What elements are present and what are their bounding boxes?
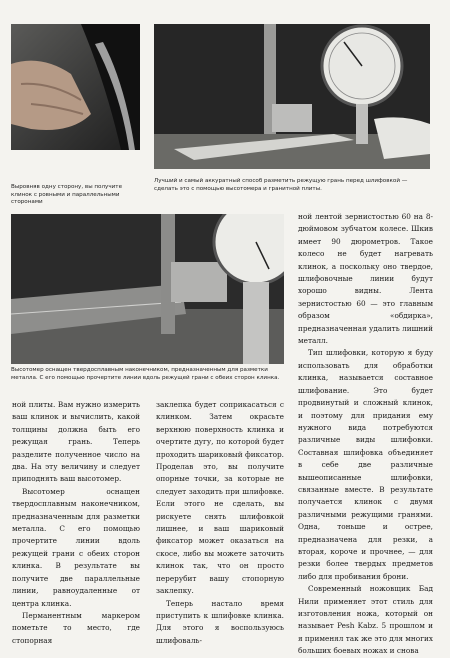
caption-top-left: Выровняв одну сторону, вы получите клинок с ровными и параллельными сторонами — [11, 184, 123, 206]
caption-top-right: Лучший и самый аккуратный способ разметить режущую грань перед шлифовкой — сделать это с помощью высотомера и гранитной плиты. — [154, 178, 408, 192]
text-column-left — [12, 399, 140, 647]
paragraph: ной плиты. Вам нужно измерить ваш клинок и вычислить, какой толщины должна быть его режущая грань. Теперь разделите полученное число на два. На эту величину и следует приподнять ваш высотомер. — [12, 400, 140, 484]
caption-middle: Высотомер оснащен твердосплавным наконечником, предназначенным для разметки металла. С его помощью прочертите линии вдоль режущей грани с обеих сторон клинка. — [11, 367, 280, 381]
paragraph: Теперь настало время приступить к шлифовке клинка. Для этого я воспользуюсь шлифоваль- — [156, 598, 284, 645]
paragraph: Современный ножовщик Бад Нили применяет этот стиль для изготовления ножа, который он называет Pesh Kabz. 5 прошлом и я применял так же это для многих больших боевых ножах и снова — [298, 584, 433, 656]
photo-blade-edge — [11, 24, 140, 150]
photo-scribing-blade — [11, 214, 284, 364]
paragraph: Тип шлифовки, которую я буду использовать для обработки клинка, называется составное шлифование. Это будет продвинутый и сложный клинок, и поэтому для придания ему нужного вида потребуются различные виды шлифовки. Составная шлифовка объединяет в себе две различные вышеописанные шлифовки, связанные вместе. В результате получается клинок с двумя различными режущими гранями. Одна, тоньше и острее, предназначена для резки, а вторая, короче и прочнее, — для резки более твердых предметов либо для пробивания брони. — [298, 348, 433, 581]
photo-height-gauge-dial — [154, 24, 430, 169]
paragraph: Высотомер оснащен твердосплавным наконечником, предназначенным для разметки металла. С его помощью прочертите линии вдоль режущей грани с обеих сторон клинка. В результате вы получите две параллельные линии, равноудаленные от центра клинка. — [12, 486, 140, 608]
paragraph: ной лентой зернистостью 60 на 8-дюймовом зубчатом колесе. Шкив имеет 90 дюрометров. Такое колесо не будет нагревать клинок, а поскольку оно твердое, шлифовочные линии будут хорошо видны. Лента зернистостью 60 — это главным образом «обдирка», предназначенная удалить лишний металл. — [298, 212, 433, 346]
paragraph: заклепка будет соприкасаться с клинком. Затем окрасьте верхнюю поверхность клинка и очертите дугу, по которой будет проходить шариковый фиксатор. Проделав это, вы получите опорные точки, за которые не следует заходить при шлифовке. Если этого не сделать, вы рискуете снять шлифовкой лишнее, и ваш шариковый фиксатор может оказаться на скосе, либо вы можете заточить клинок так, что он просто перерубит вашу стопорную заклепку. — [156, 400, 284, 596]
text-column-right — [298, 211, 433, 658]
text-column-middle — [156, 399, 284, 647]
paragraph: Перманентным маркером пометьте то место, где стопорная — [12, 610, 140, 645]
